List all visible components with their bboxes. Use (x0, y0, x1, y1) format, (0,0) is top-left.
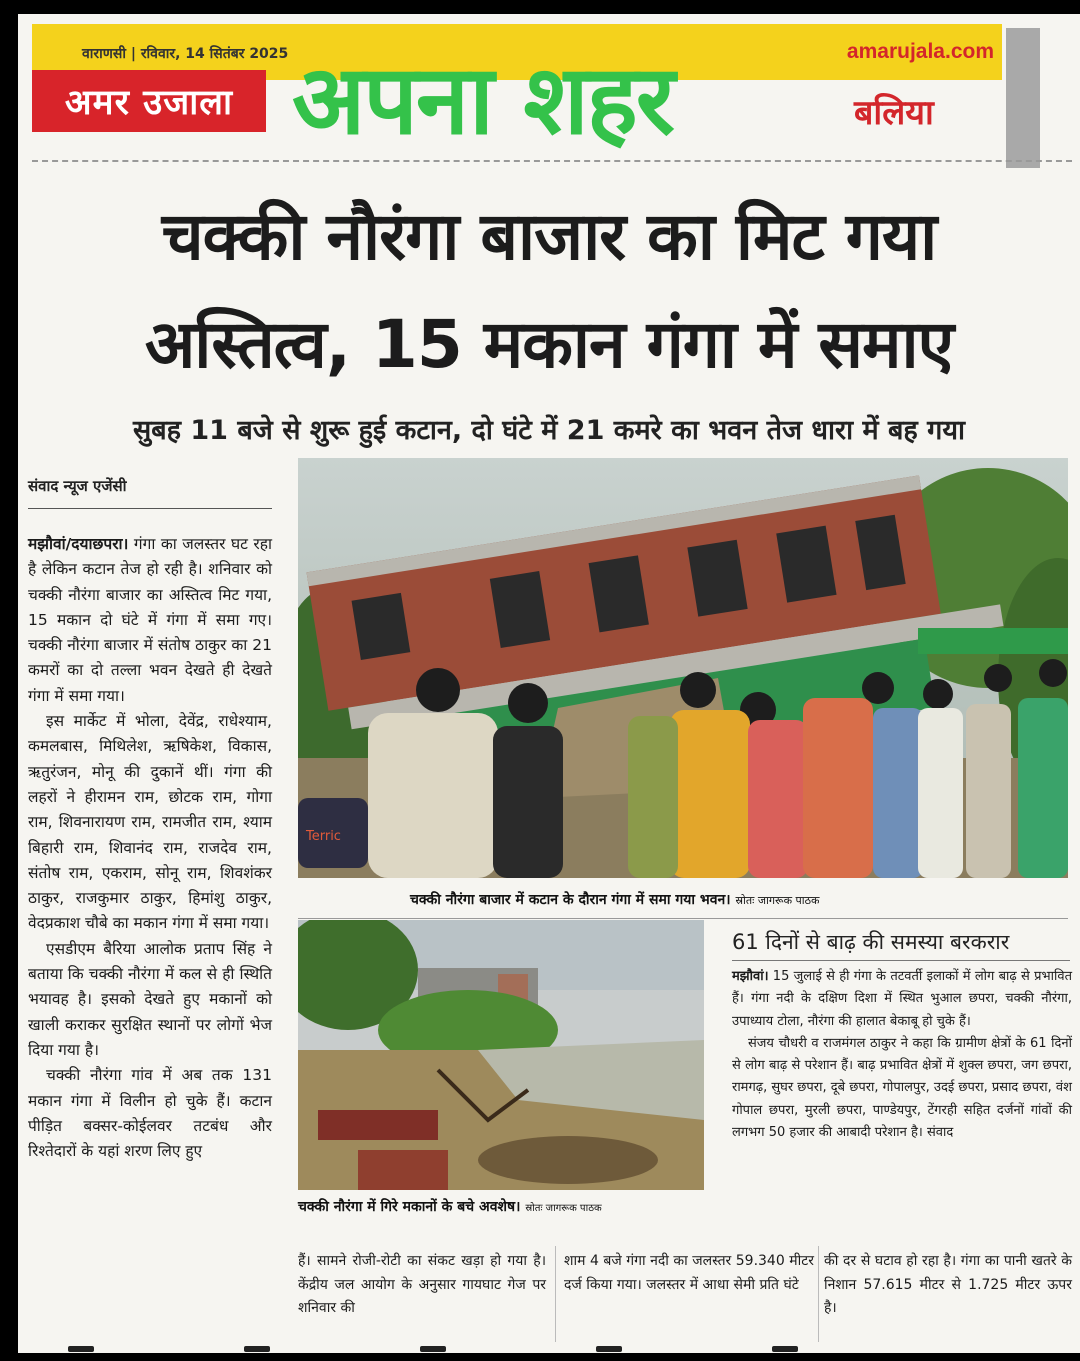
collapsing-building-illustration (298, 458, 1068, 878)
photo1-caption (410, 890, 819, 909)
newspaper-page (18, 14, 1080, 1353)
side-story-body (732, 966, 1072, 1144)
article-dateline: मझौवां/दयाछपरा। (28, 535, 129, 553)
column-divider (818, 1246, 819, 1342)
continuation-column-1: हैं। सामने रोजी-रोटी का संकट खड़ा हो गया है। केंद्रीय जल आयोग के अनुसार गायघाट गेज पर शनिवार की (298, 1253, 546, 1316)
side-story-paragraph-text: 15 जुलाई से ही गंगा के तटवर्ती इलाकों में लोग बाढ़ से प्रभावित हैं। गंगा नदी के दक्षिण दिशा में स्थित भुआल छपरा, चक्की नौरंगा, उपाध्याय टोला, नौरंगा की हालात बेकाबू हो चुके हैं। (732, 969, 1072, 1029)
photo2-caption-text: चक्की नौरंगा में गिरे मकानों के बचे अवशेष। (298, 1199, 521, 1215)
masthead-divider (32, 160, 1072, 162)
shirt-text: Terric (306, 829, 341, 844)
city-name: बलिया (854, 93, 934, 133)
website-link[interactable]: amarujala.com (846, 40, 994, 63)
section-title: अपना शहर (292, 44, 673, 156)
side-story-dateline: मझौवां। (732, 969, 769, 984)
side-story-paragraph: संजय चौधरी व राजमंगल ठाकुर ने कहा कि ग्रामीण क्षेत्रों के 61 दिनों से लोग बाढ़ से परेशान हैं। बाढ़ प्रभावित क्षेत्रों में शुक्ल छपरा, जग छपरा, रामगढ़, सुघर छपरा, दूबे छपरा, गोपालपुर, उदई छपरा, प्रसाद छपरा, वंश गोपाल छपरा, मुरली छपरा, पाण्डेयपुर, टेंगरही सहित दर्जनों गांवों की लगभग 50 हजार की आबादी परेशान है। संवाद (732, 1035, 1072, 1141)
collapsing-building-photo (298, 458, 1068, 878)
photo1-source: स्रोतः जागरूक पाठक (735, 894, 820, 907)
side-story-divider (732, 960, 1070, 961)
byline: संवाद न्यूज एजेंसी (28, 477, 127, 495)
article-paragraph: एसडीएम बैरिया आलोक प्रताप सिंह ने बताया कि चक्की नौरंगा में कल से ही स्थिति भयावह है। इसको देखते हुए मकानों को खाली कराकर सुरक्षित स्थानों पर लोगों भेज दिया गया है। (28, 939, 272, 1059)
column-divider (555, 1246, 556, 1342)
page-edge-tab (1006, 28, 1040, 168)
continuation-column-3: की दर से घटाव हो रहा है। गंगा का पानी खतरे के निशान 57.615 मीटर से 1.725 मीटर ऊपर है। (824, 1253, 1072, 1316)
article-paragraph: इस मार्केट में भोला, देवेंद्र, राधेश्याम, कमलबास, मिथिलेश, ऋषिकेश, विकास, ऋतुरंजन, मोनू की दुकानें थीं। गंगा की लहरों ने हीरामन राम, छोटक राम, गोगा राम, शिवनारायण राम, रामजीत राम, श्याम बिहारी राम, शिवानंद राम, राजदेव राम, संतोष राम, एकराम, सोनू राम, शिवशंकर ठाकुर, राजकुमार ठाकुर, हिमांशु ठाकुर, वेदप्रकाश चौबे का मकान गंगा में समा गया। (28, 712, 272, 933)
bottom-black-border (0, 1353, 1080, 1361)
side-story-paragraph (732, 966, 1072, 1033)
continuation-column-2: शाम 4 बजे गंगा नदी का जलस्तर 59.340 मीटर दर्ज किया गया। जलस्तर में आधा सेमी प्रति घंटे (564, 1253, 814, 1293)
dateline-text: वाराणसी | रविवार, 14 सितंबर 2025 (82, 46, 289, 62)
photo2-caption (298, 1197, 602, 1216)
photo2-source: स्रोतः जागरूक पाठक (525, 1203, 602, 1214)
debris-photo (298, 920, 704, 1190)
article-left-column (28, 532, 272, 1164)
subheadline: सुबह 11 बजे से शुरू हुई कटान, दो घंटे में 21 कमरे का भवन तेज धारा में बह गया (132, 415, 966, 446)
cut-off-next-line (28, 1336, 1068, 1353)
article-paragraph-text: गंगा का जलस्तर घट रहा है लेकिन कटान तेज हो रही है। शनिवार को चक्की नौरंगा बाजार का अस्तित्व मिट गया, 15 मकान दो घंटे में गंगा में समा गए। चक्की नौरंगा बाजार में संतोष ठाकुर का 21 कमरों का दो तल्ला भवन देखते ही देखते गंगा में समा गया। (28, 535, 272, 705)
byline-divider (28, 508, 272, 509)
headline-line-2: अस्तित्व, 15 मकान गंगा में समाए (144, 306, 954, 383)
side-story-headline: 61 दिनों से बाढ़ की समस्या बरकरार (732, 930, 1010, 954)
debris-illustration (298, 920, 704, 1190)
newspaper-logo: अमर उजाला (32, 70, 266, 132)
headline-line-1: चक्की नौरंगा बाजार का मिट गया (161, 198, 937, 275)
caption-divider (298, 918, 1068, 919)
top-black-border (0, 0, 1080, 14)
article-paragraph (28, 532, 272, 709)
photo1-caption-text: चक्की नौरंगा बाजार में कटान के दौरान गंगा में समा गया भवन। (410, 892, 731, 908)
article-paragraph: चक्की नौरंगा गांव में अब तक 131 मकान गंगा में विलीन हो चुके हैं। कटान पीड़ित बक्सर-कोईलवर तटबंध और रिश्तेदारों के यहां शरण लिए हुए (28, 1066, 272, 1161)
